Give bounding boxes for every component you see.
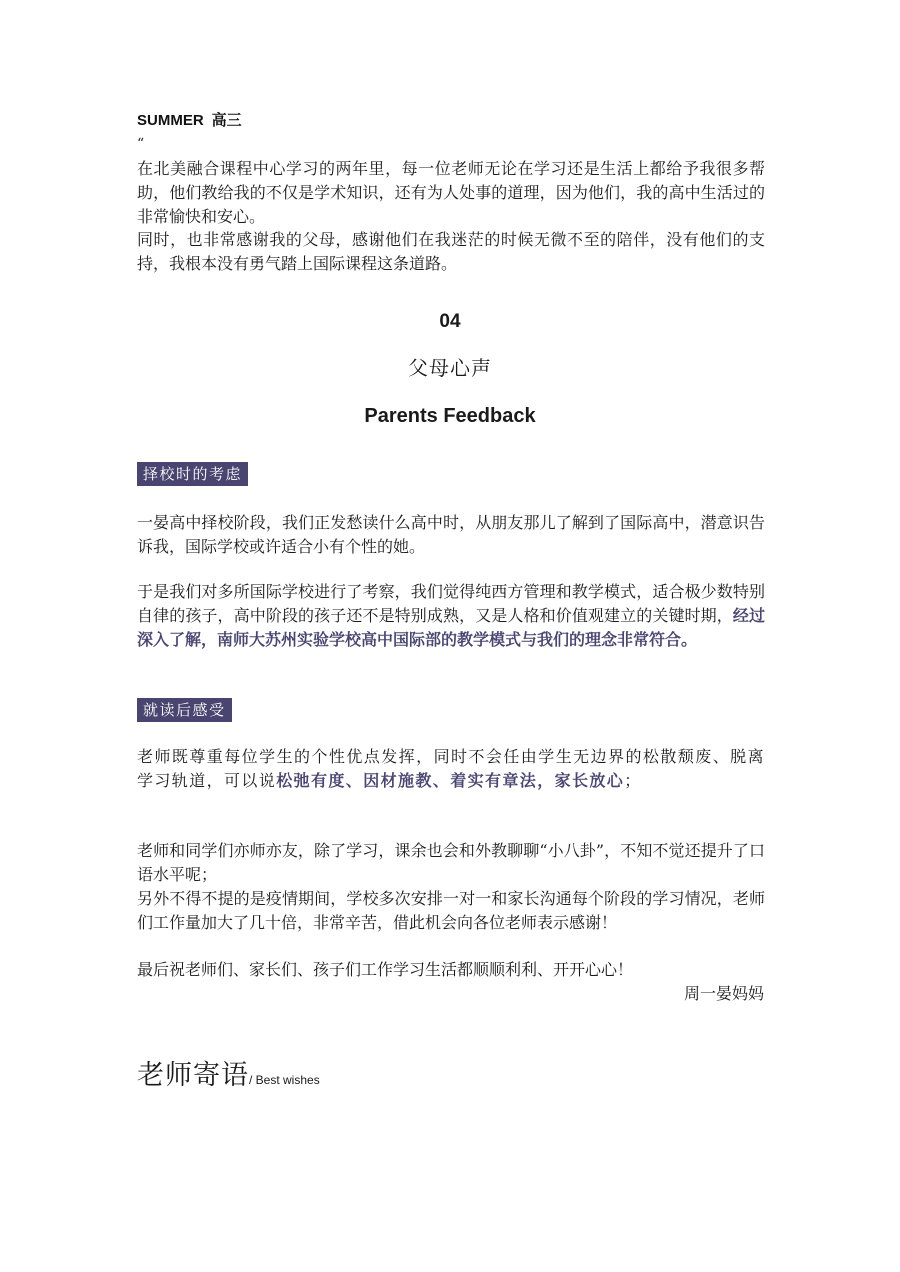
best-wishes-title-cn: 老师寄语 [137, 1060, 249, 1091]
student-testimonial-para2 [137, 228, 765, 276]
paragraph-end: ； [624, 771, 642, 790]
student-grade: 高三 [211, 112, 242, 129]
subsection-tag-feeling: 就读后感受 [137, 698, 232, 722]
paragraph-text: 老师既尊重每位学生的个性优点发挥，同时不会任由学生无边界的松散颓废、脱离学习轨道，可以说 [137, 747, 765, 790]
highlighted-text: 松弛有度、因材施教、着实有章法，家长放心 [276, 771, 625, 790]
paragraph [137, 580, 765, 652]
paragraph [137, 745, 765, 793]
feeling-para4 [137, 958, 765, 982]
feeling-para1 [137, 745, 765, 793]
student-name: SUMMER [137, 112, 204, 129]
signature: 周一晏妈妈 [683, 984, 764, 1003]
paragraph: 同时，也非常感谢我的父母，感谢他们在我迷茫的时候无微不至的陪伴，没有他们的支持，我根本没有勇气踏上国际课程这条道路。 [137, 230, 765, 273]
paragraph: 最后祝老师们、家长们、孩子们工作学习生活都顺顺利利、开开心心！ [137, 960, 634, 979]
opening-quote-mark: “ [137, 136, 145, 152]
subsection-tag-choice: 择校时的考虑 [137, 462, 248, 486]
paragraph: 老师和同学们亦师亦友，除了学习，课余也会和外教聊聊“小八卦”，不知不觉还提升了口语水平呢； [137, 841, 765, 884]
section-number: 04 [439, 311, 461, 332]
paragraph: 一晏高中择校阶段，我们正发愁读什么高中时，从朋友那儿了解到了国际高中，潜意识告诉我，国际学校或许适合小有个性的她。 [137, 513, 765, 556]
paragraph: 另外不得不提的是疫情期间，学校多次安排一对一和家长沟通每个阶段的学习情况，老师们工作量加大了几十倍，非常辛苦，借此机会向各位老师表示感谢！ [137, 889, 765, 932]
paragraph-text: 于是我们对多所国际学校进行了考察，我们觉得纯西方管理和教学模式，适合极少数特别自律的孩子，高中阶段的孩子还不是特别成熟，又是人格和价值观建立的关键时期， [137, 582, 765, 625]
choice-para2 [137, 580, 765, 652]
section-title-cn: 父母心声 [408, 356, 492, 380]
paragraph: 在北美融合课程中心学习的两年里，每一位老师无论在学习还是生活上都给予我很多帮助，他们教给我的不仅是学术知识，还有为人处事的道理，因为他们，我的高中生活过的非常愉快和安心。 [137, 159, 765, 226]
feeling-para2 [137, 839, 765, 935]
student-heading [137, 111, 242, 131]
student-testimonial-para1 [137, 157, 765, 229]
choice-para1 [137, 511, 765, 559]
highlighted-text: 经过深入了解，南师大苏州实验学校高中国际部的教学模式与我们的理念非常符合。 [137, 606, 765, 649]
best-wishes-title-en: / Best wishes [249, 1073, 320, 1087]
section-title-en: Parents Feedback [364, 405, 536, 427]
best-wishes-heading [137, 1058, 320, 1094]
